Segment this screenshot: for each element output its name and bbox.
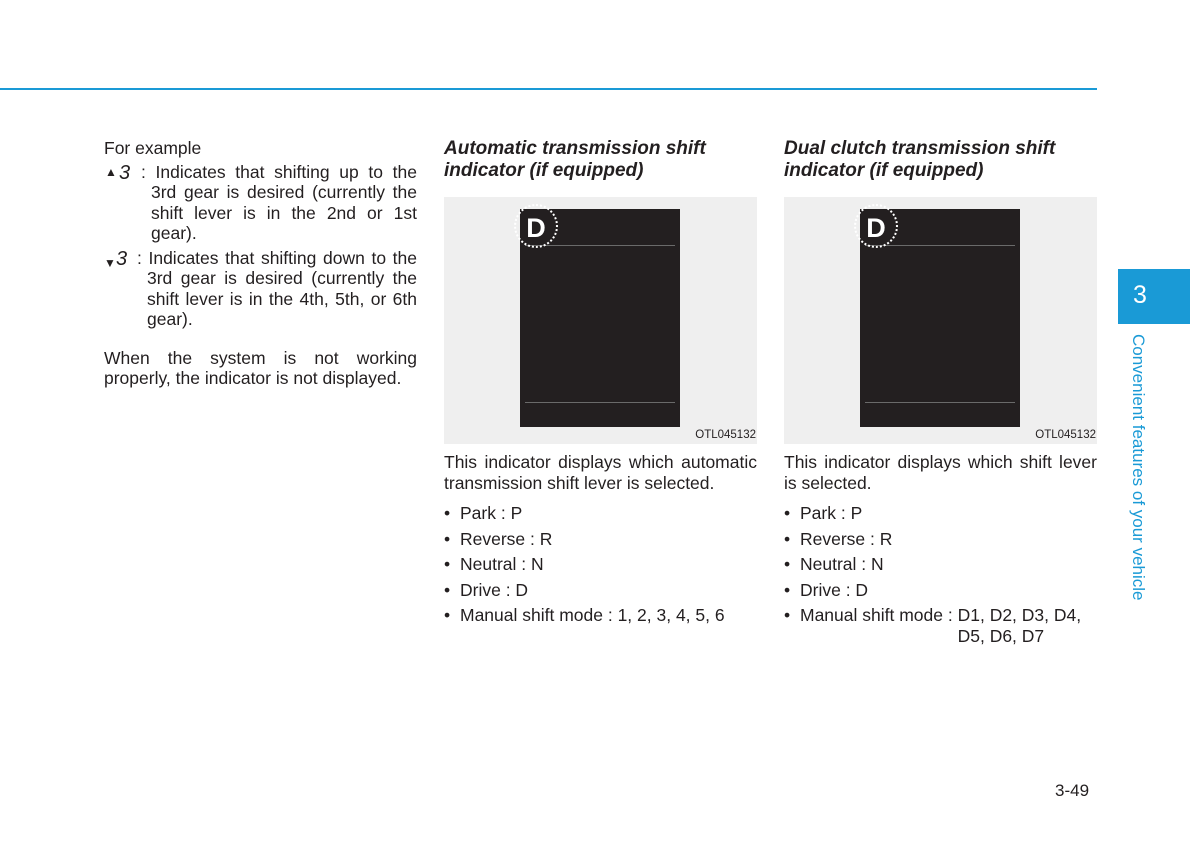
list-item: • Neutral : N [444, 554, 544, 574]
list-item: • Manual shift mode : 1, 2, 3, 4, 5, 6 [444, 605, 725, 625]
shift-up-description: : Indicates that shifting up to the 3rd gear is desired (currently the shift lever is in the 2nd or 1st gear). [141, 161, 417, 243]
manual-mode-values: D1, D2, D3, D4, D5, D6, D7 [957, 605, 1082, 646]
dual-clutch-description: This indicator displays which shift lever is selected. [784, 452, 1097, 493]
cluster-display [520, 209, 680, 427]
dual-clutch-transmission-section [784, 138, 1097, 651]
chapter-number: 3 [1133, 281, 1147, 309]
shift-up-indicator-item [104, 162, 417, 244]
list-item: • Reverse : R [784, 528, 893, 549]
dual-clutch-gear-list [784, 503, 1097, 646]
not-working-note: When the system is not working properly, the indicator is not displayed. [104, 347, 417, 388]
dual-clutch-shift-indicator-figure [784, 197, 1097, 444]
shift-down-description: : Indicates that shifting down to the 3rd gear is desired (currently the shift lever is in the 4th, 5th, or 6th gear). [137, 247, 417, 329]
list-item: • Park : P [784, 503, 863, 523]
display-divider [865, 245, 1015, 246]
left-column [104, 138, 417, 399]
display-divider [525, 402, 675, 403]
page-number: 3-49 [1055, 781, 1090, 800]
display-divider [525, 245, 675, 246]
chapter-tab [1118, 269, 1190, 324]
list-item: • Park : P [444, 503, 523, 523]
shift-up-icon: ▲ 3 [105, 161, 131, 184]
header-rule [0, 88, 1097, 90]
example-intro: For example [104, 138, 202, 158]
dual-clutch-transmission-heading: Dual clutch transmission shift indicator (if equipped) [784, 138, 1056, 181]
automatic-transmission-heading: Automatic transmission shift indicator (if equipped) [444, 138, 706, 181]
automatic-description: This indicator displays which automatic transmission shift lever is selected. [444, 452, 757, 493]
automatic-shift-indicator-figure [444, 197, 757, 444]
list-item: • Drive : D [784, 579, 869, 600]
display-divider [865, 402, 1015, 403]
automatic-transmission-section [444, 138, 757, 631]
gear-indicator: D [866, 213, 886, 243]
list-item: • Manual shift mode : D1, D2, D3, D4, D5, D6, D7 [784, 605, 1097, 646]
list-item: • Neutral : N [784, 554, 884, 574]
automatic-gear-list [444, 503, 757, 626]
manual-mode-label: Manual shift mode : [800, 605, 953, 625]
chapter-title: Convenient features of your vehicle [1129, 334, 1148, 601]
list-item: • Reverse : R [444, 528, 553, 549]
figure-code: OTL045132 [1035, 429, 1096, 441]
shift-down-indicator-item [104, 248, 417, 330]
shift-down-icon: ▼ 3 [104, 247, 128, 270]
figure-code: OTL045132 [695, 429, 756, 441]
list-item: • Drive : D [444, 579, 529, 600]
gear-indicator: D [526, 213, 546, 243]
cluster-display [860, 209, 1020, 427]
